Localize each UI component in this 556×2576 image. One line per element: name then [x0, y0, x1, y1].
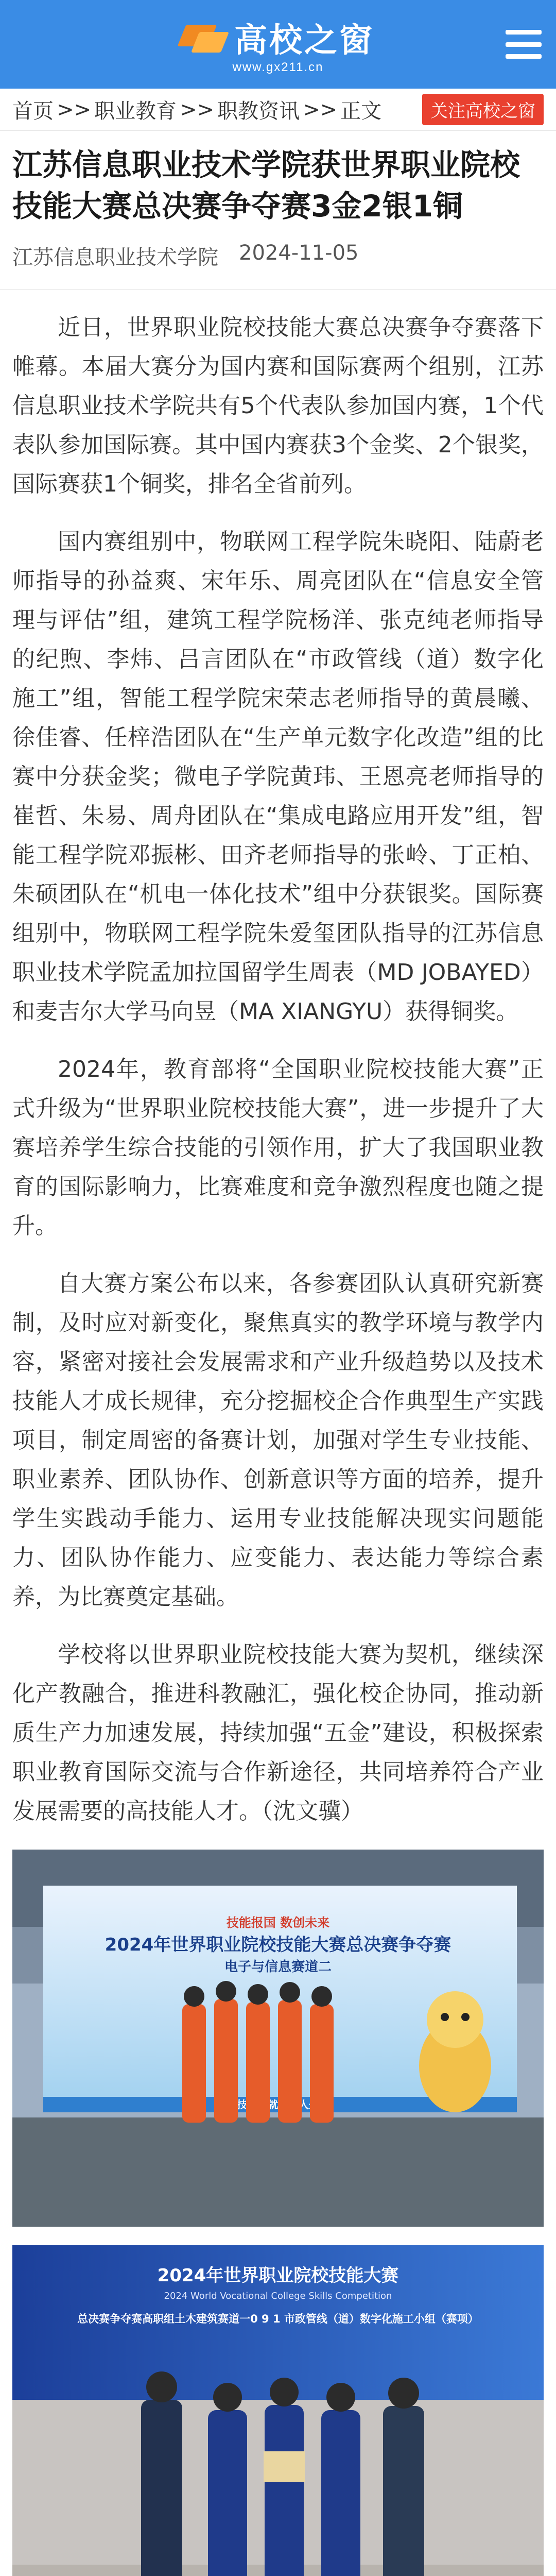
divider: [0, 289, 556, 290]
article-title: 江苏信息职业技术学院获世界职业院校技能大赛总决赛争夺赛3金2银1铜: [12, 147, 520, 224]
team-photo-2: [12, 2245, 544, 2576]
photo1-banner-title: 2024年世界职业院校技能大赛总决赛争夺赛: [105, 1935, 451, 1955]
breadcrumb-separator: >>: [303, 97, 338, 122]
photo2-banner-title: 2024年世界职业院校技能大赛: [157, 2265, 399, 2286]
photo1-banner-sub: 电子与信息赛道二: [224, 1959, 332, 1975]
site-logo[interactable]: [182, 14, 374, 75]
hamburger-menu-icon[interactable]: [506, 30, 542, 59]
article-source: 江苏信息职业技术学院: [12, 246, 218, 269]
breadcrumb-home[interactable]: 首页: [12, 99, 54, 123]
breadcrumb-current: 正文: [340, 99, 382, 123]
breadcrumb-separator: >>: [180, 97, 215, 122]
article-paragraph: 近日，世界职业院校技能大赛总决赛争夺赛落下帷幕。本届大赛分为国内赛和国际赛两个组别，江苏信息职业技术学院共有5个代表队参加国内赛，1个代表队参加国际赛。其中国内赛获3个金奖、2个银奖，国际赛获1个铜奖，排名全省前列。: [12, 314, 544, 497]
team-photo-1: [12, 1850, 544, 2227]
logo-mark-icon: [182, 20, 227, 56]
mascot-icon: [419, 1991, 491, 2112]
follow-button[interactable]: 关注高校之窗: [422, 94, 544, 125]
article-paragraph: 国内赛组别中，物联网工程学院朱晓阳、陆蔚老师指导的孙益爽、宋年乐、周亮团队在“信息安全管理与评估”组，建筑工程学院杨洋、张克纯老师指导的纪煦、李炜、吕言团队在“市政管线（道）数字化施工”组，智能工程学院宋荣志老师指导的黄晨曦、徐佳睿、任梓浩团队在“生产单元数字化改造”组的比赛中分获金奖；微电子学院黄玮、王恩亮老师指导的崔哲、朱易、周舟团队在“集成电路应用开发”组，智能工程学院邓振彬、田齐老师指导的张岭、丁正柏、朱硕团队在“机电一体化技术”组中分获银奖。国际赛组别中，物联网工程学院朱爱玺团队指导的江苏信息职业技术学院孟加拉国留学生周表（MD JOBAYED）和麦吉尔大学马向昱（MA XIANGYU）获得铜奖。: [12, 529, 544, 1025]
article-paragraph: 自大赛方案公布以来，各参赛团队认真研究新赛制，及时应对新变化，聚焦真实的教学环境与教学内容，紧密对接社会发展需求和产业升级趋势以及技术技能人才成长规律，充分挖掘校企合作典型生产实践项目，制定周密的备赛计划，加强对学生专业技能、职业素养、团队协作、创新意识等方面的培养，提升学生实践动手能力、运用专业技能解决现实问题能力、团队协作能力、应变能力、表达能力等综合素养，为比赛奠定基础。: [12, 1270, 544, 1610]
photo2-banner-sub: 总决赛争夺赛高职组土木建筑赛道一0 9 1 市政管线（道）数字化施工小组（赛项）: [77, 2313, 479, 2325]
article-date: 2024-11-05: [239, 241, 359, 265]
breadcrumb-vocational[interactable]: 职业教育: [94, 99, 177, 123]
logo-title: 高校之窗: [234, 22, 374, 60]
logo-url: www.gx211.cn: [232, 60, 324, 74]
article-paragraph: 学校将以世界职业院校技能大赛为契机，继续深化产教融合，推进科教融汇，强化校企协同，推动新质生产力加速发展，持续加强“五金”建设，积极探索职业教育国际交流与合作新途径，共同培养符合产业发展需要的高技能人才。（沈文骥）: [12, 1641, 544, 1824]
article: [0, 144, 556, 2576]
site-header: [0, 0, 556, 89]
breadcrumb-bar: [0, 89, 556, 131]
photo2-trophy: [264, 2451, 305, 2482]
breadcrumb: [12, 95, 381, 124]
breadcrumb-separator: >>: [57, 97, 92, 122]
photo1-people: [182, 1999, 334, 2123]
photo2-banner-en: 2024 World Vocational College Skills Competition: [164, 2291, 392, 2301]
article-paragraph: 2024年，教育部将“全国职业院校技能大赛”正式升级为“世界职业院校技能大赛”，进一步提升了大赛培养学生综合技能的引领作用，扩大了我国职业教育的国际影响力，比赛难度和竞争激烈程度也随之提升。: [12, 1056, 544, 1239]
photo1-slogan: 技能报国 数创未来: [226, 1916, 330, 1930]
article-body: [12, 308, 544, 1831]
breadcrumb-news[interactable]: 职教资讯: [217, 99, 300, 123]
article-meta: [12, 241, 544, 270]
